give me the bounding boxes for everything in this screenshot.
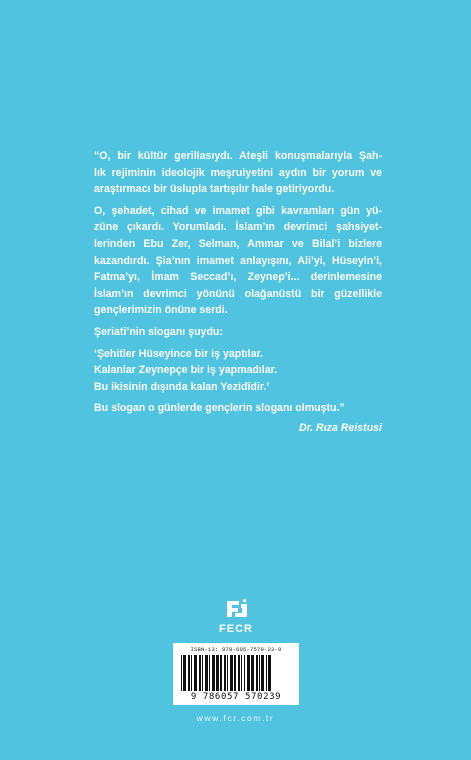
quote-line: “O, bir kültür gerillasıydı. Ateşli konuşmalarıyla Şah- xyxy=(94,150,382,162)
quote-line: lık rejiminin ideolojik meşruiyetini aydın bir yorum ve xyxy=(94,166,382,179)
quote-paragraph-3: Şeriati’nin sloganı şuydu: xyxy=(94,325,223,338)
barcode-bar xyxy=(202,655,203,691)
barcode-bar xyxy=(251,655,254,691)
barcode-bar xyxy=(183,655,186,691)
barcode-bar xyxy=(238,655,240,691)
barcode-bar xyxy=(224,655,226,691)
quote-line: lerinden Ebu Zer, Selman, Ammar ve Bilal’i bizlere xyxy=(94,237,382,250)
quote-block xyxy=(94,148,382,437)
slogan-line: Bu ikisinin dışında kalan Yezidîdir.’ xyxy=(94,380,270,393)
isbn-barcode xyxy=(173,643,299,705)
publisher-logo xyxy=(200,597,272,641)
publisher-name: FECR xyxy=(219,623,253,635)
barcode-bar xyxy=(205,655,208,691)
barcode-bar xyxy=(209,655,210,691)
barcode-bar xyxy=(188,655,190,691)
slogan-line: ‘Şehitler Hüseyince bir iş yaptılar. xyxy=(94,347,263,360)
barcode-bar xyxy=(216,655,219,691)
quote-paragraph-5: Bu slogan o günlerde gençlerin sloganı olmuştu.” xyxy=(94,402,345,415)
fecr-calligraphy-icon xyxy=(221,597,251,621)
barcode-bars xyxy=(179,655,293,691)
isbn-label: ISBN-13: 978-605-7570-23-9 xyxy=(190,646,282,653)
barcode-bar xyxy=(234,655,236,691)
quote-line: kazandırdı. Şia’nın imamet anlayışını, Ali’yi, Hüseyin’i, xyxy=(94,254,382,267)
quote-signature: Dr. Rıza Reistusi xyxy=(298,421,382,434)
barcode-bar xyxy=(261,655,264,691)
barcode-bar xyxy=(266,655,267,691)
barcode-bar xyxy=(241,655,242,691)
quote-paragraph-1 xyxy=(94,148,382,198)
barcode-bar xyxy=(220,655,222,691)
barcode-bar xyxy=(191,655,192,691)
barcode-bar xyxy=(247,655,250,691)
quote-line: araştırmacı bir üslupla tartışılır hale getiriyordu. xyxy=(94,183,335,196)
barcode-bar xyxy=(244,655,245,691)
barcode-bar xyxy=(181,655,182,691)
barcode-bar xyxy=(227,655,228,691)
barcode-bar xyxy=(256,655,258,691)
barcode-bar xyxy=(194,655,197,691)
quote-line: İslam’ın devrimci yönünü olağanüstü bir güzellikle xyxy=(94,287,382,300)
quote-line: O, şehadet, cihad ve imamet gibi kavramları gün yü- xyxy=(94,204,382,217)
slogan-line: Kalanlar Zeynepçe bir iş yapmadılar. xyxy=(94,364,278,377)
quote-line: gençlerimizin önüne serdi. xyxy=(94,304,228,317)
publisher-website: www.fcr.com.tr xyxy=(196,713,275,723)
quote-line: Fatma’yı, İmam Seccad’ı, Zeynep’i... derinlemesine xyxy=(94,271,382,284)
barcode-bar xyxy=(212,655,215,691)
barcode-bar xyxy=(199,655,201,691)
barcode-bar xyxy=(230,655,233,691)
quote-line: züne çıkardı. Yorumladı. İslam’ın devrimci şahsiyet- xyxy=(94,221,382,234)
barcode-digits: 9 786057 570239 xyxy=(190,692,282,702)
barcode-bar xyxy=(268,655,271,691)
barcode-bar xyxy=(259,655,260,691)
quote-paragraph-2 xyxy=(94,203,382,319)
slogan-block xyxy=(94,346,382,396)
